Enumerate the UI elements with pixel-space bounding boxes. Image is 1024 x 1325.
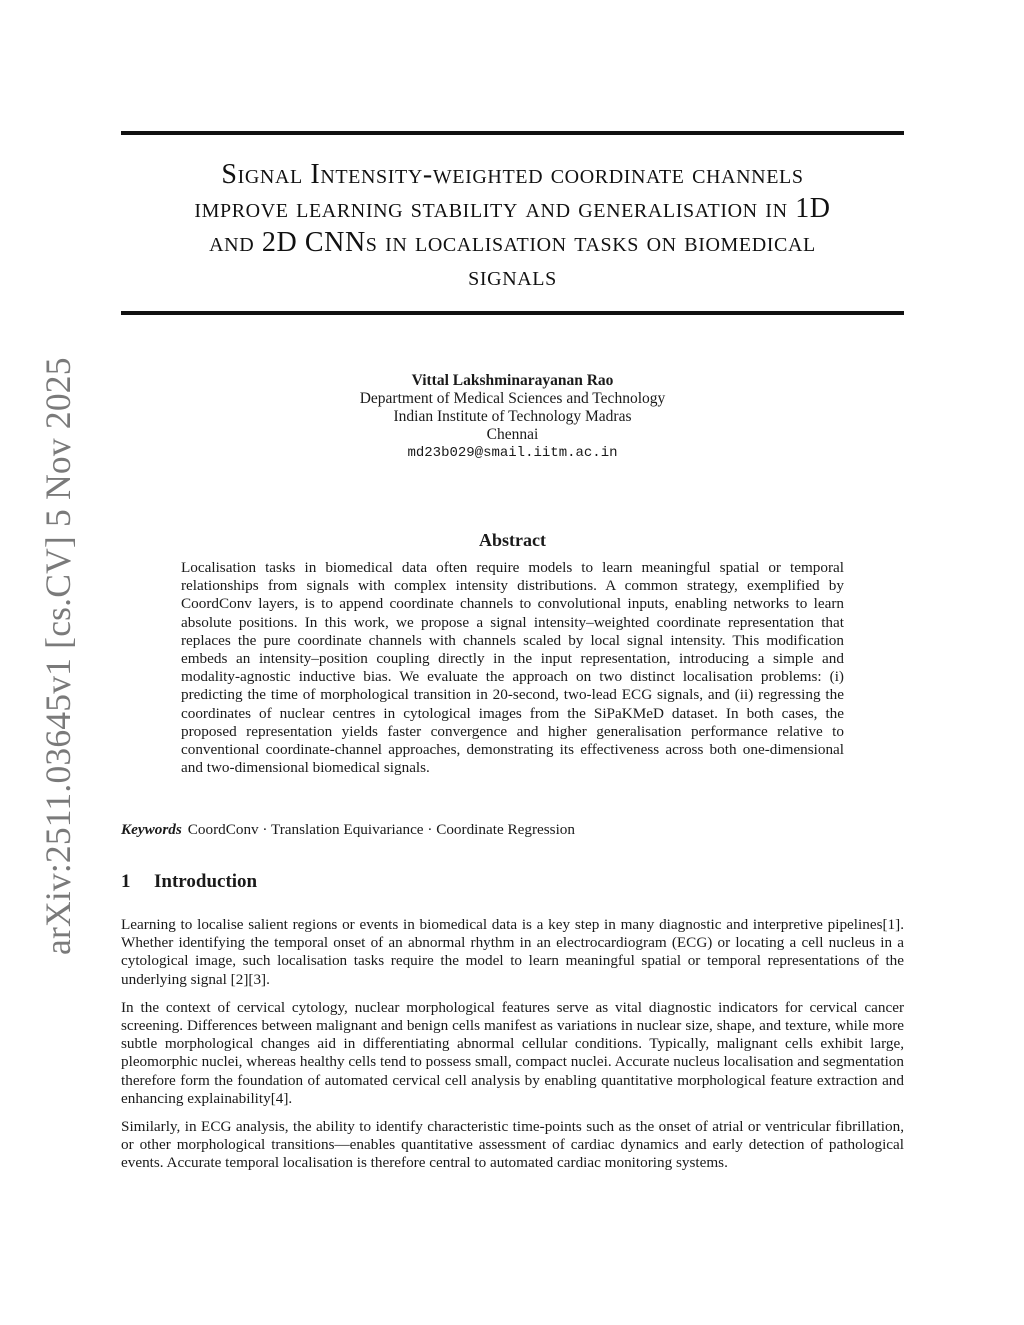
author-email[interactable]: md23b029@smail.iitm.ac.in	[407, 445, 618, 461]
author-city: Chennai	[486, 426, 539, 443]
arxiv-sidebar-stamp: arXiv:2511.03645v1 [cs.CV] 5 Nov 2025	[38, 357, 78, 955]
body-paragraph: In the context of cervical cytology, nuclear morphological features serve as vital diagnostic indicators for cervical cancer screening. Differences between malignant and benign cells manifest as variations in nuclear size, shape, and texture, while more subtle morphological changes aid in differentiating abnormal cellular conditions. Typically, malignant cells exhibit large, pleomorphic nuclei, whereas healthy cells tend to possess small, compact nuclei. Accurate nucleus localisation and segmentation therefore form the foundation of automated cervical cell analysis by enabling quantitative morphological feature extraction and enhancing explainability[4].	[121, 998, 904, 1107]
title-top-rule	[121, 131, 904, 135]
author-block	[121, 372, 904, 462]
abstract-text: Localisation tasks in biomedical data often require models to learn meaningful spatial or temporal relationships from signals with complex intensity distributions. A common strategy, exemplified by CoordConv layers, is to append coordinate channels to convolutional inputs, enabling networks to learn absolute positions. In this work, we propose a signal intensity–weighted coordinate representation that replaces the pure coordinate channels with channels scaled by local signal intensity. This modification embeds an intensity–position coupling directly in the input representation, introducing a simple and modality-agnostic inductive bias. We evaluate the approach on two distinct localisation problems: (i) predicting the time of morphological transition in 20-second, two-lead ECG signals, and (ii) regressing the coordinates of nuclear centres in cytological images from the SiPaKMeD dataset. In both cases, the proposed representation yields faster convergence and higher generalisation performance relative to conventional coordinate-channel approaches, demonstrating its effectiveness across both one-dimensional and two-dimensional biomedical signals.	[181, 559, 844, 777]
introduction-body	[121, 916, 904, 1183]
title-line: Signal Intensity-weighted coordinate channels	[221, 159, 804, 190]
section-number: 1	[121, 871, 131, 892]
paper-title	[121, 158, 904, 294]
title-bottom-rule	[121, 311, 904, 315]
author-department: Department of Medical Sciences and Technology	[359, 390, 666, 407]
section-title: Introduction	[154, 871, 258, 892]
keywords-line	[121, 821, 904, 839]
title-line: improve learning stability and generalisation in 1D	[194, 193, 831, 224]
body-paragraph: Learning to localise salient regions or events in biomedical data is a key step in many diagnostic and interpretive pipelines[1]. Whether identifying the temporal onset of an abnormal rhythm in an electrocardiogram (ECG) or locating a cell nucleus in a cytological image, such localisation tasks require the model to learn meaningful spatial or temporal representations of the underlying signal [2][3].	[121, 916, 904, 988]
abstract-heading: Abstract	[479, 530, 546, 550]
section-heading-introduction	[121, 870, 904, 894]
keywords-label: Keywords	[121, 821, 182, 838]
keywords-text: CoordConv · Translation Equivariance · Coordinate Regression	[187, 821, 575, 838]
title-line: signals	[468, 261, 557, 292]
body-paragraph: Similarly, in ECG analysis, the ability to identify characteristic time-points such as the onset of atrial or ventricular fibrillation, or other morphological transitions—enables quantitative assessment of cardiac dynamics and early detection of pathological events. Accurate temporal localisation is therefore central to automated cardiac monitoring systems.	[121, 1118, 904, 1172]
author-name: Vittal Lakshminarayanan Rao	[411, 372, 614, 389]
author-institute: Indian Institute of Technology Madras	[393, 408, 632, 425]
title-line: and 2D CNNs in localisation tasks on biomedical	[209, 227, 816, 258]
